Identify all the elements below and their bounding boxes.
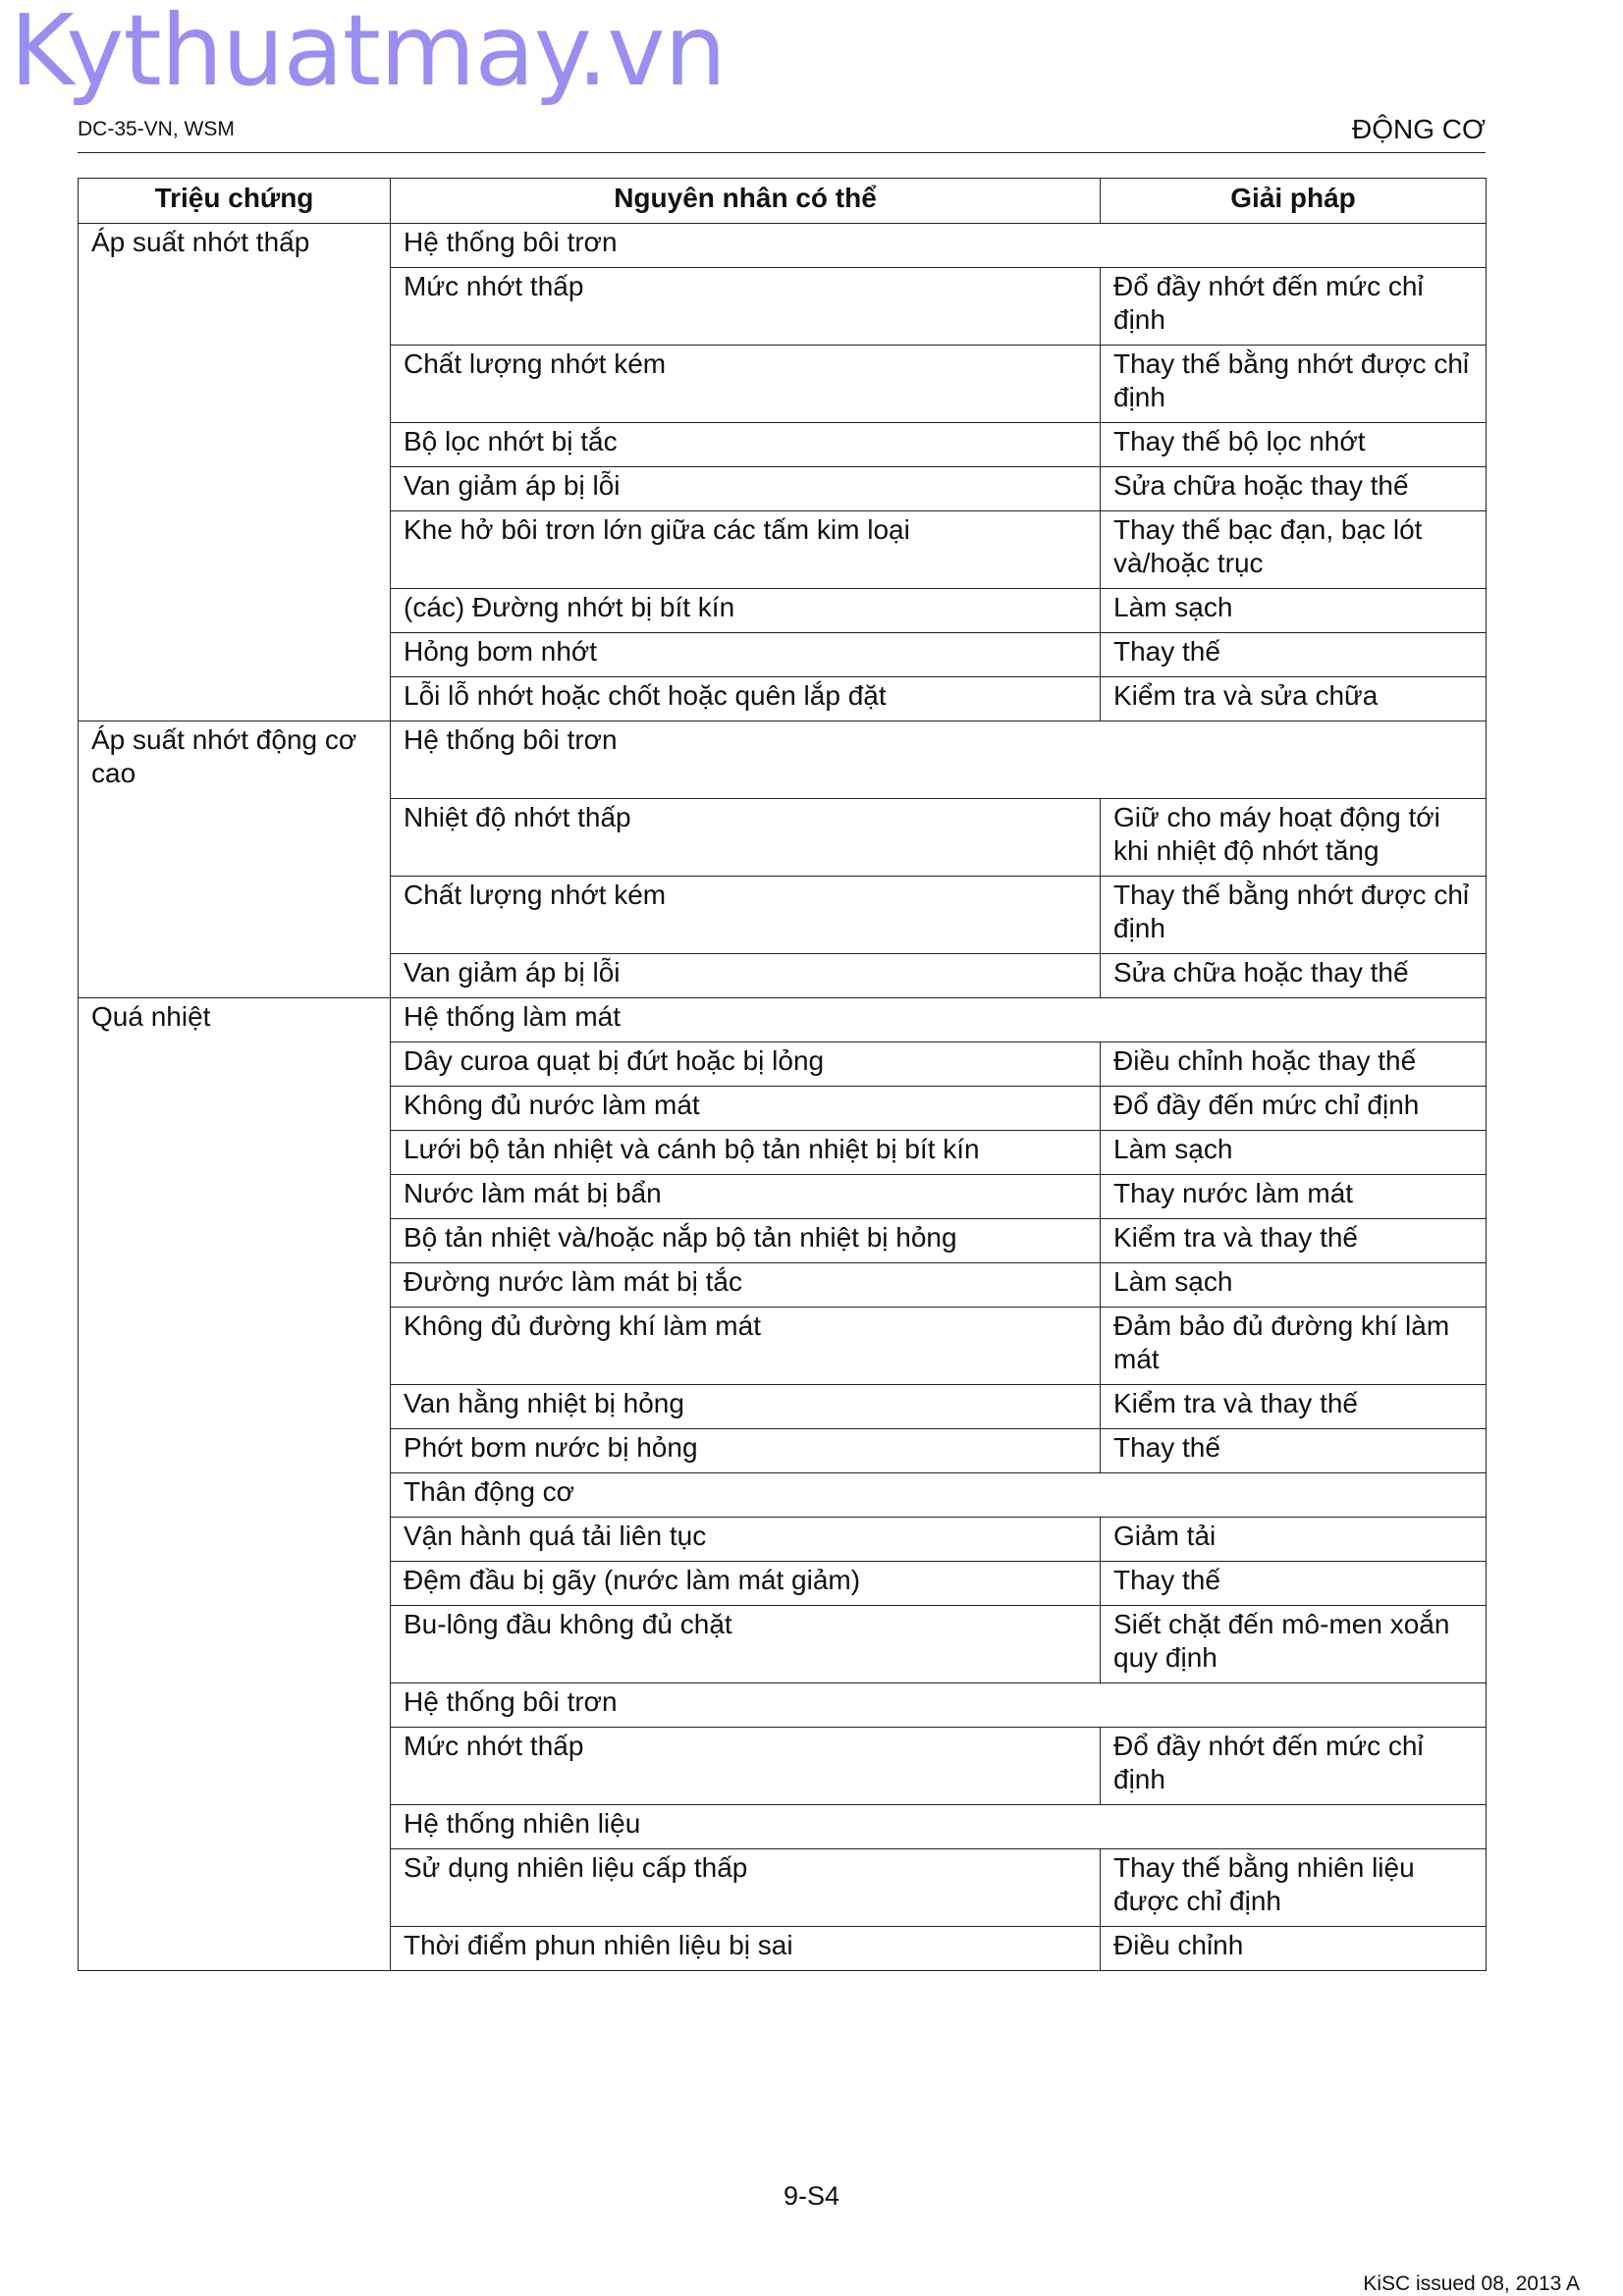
cause-cell: Đệm đầu bị gãy (nước làm mát giảm) [391, 1561, 1101, 1605]
cause-cell: Chất lượng nhớt kém [391, 346, 1101, 423]
symptom-cell [79, 798, 391, 876]
table-row [79, 346, 1487, 423]
solution-cell: Kiểm tra và thay thế [1101, 1384, 1487, 1428]
table-row [79, 1517, 1487, 1561]
table-row [79, 511, 1487, 589]
cause-category-cell: Hệ thống nhiên liệu [391, 1804, 1487, 1848]
symptom-cell [79, 1086, 391, 1130]
symptom-cell [79, 1130, 391, 1174]
cause-category-cell: Hệ thống bôi trơn [391, 721, 1487, 799]
solution-cell: Thay thế [1101, 1428, 1487, 1472]
cause-cell: Bu-lông đầu không đủ chặt [391, 1605, 1101, 1682]
cause-cell: Bộ tản nhiệt và/hoặc nắp bộ tản nhiệt bị hỏng [391, 1218, 1101, 1262]
solution-cell: Giữ cho máy hoạt động tới khi nhiệt độ nhớt tăng [1101, 798, 1487, 876]
symptom-cell [79, 1561, 391, 1605]
table-header-row [79, 179, 1487, 224]
header-divider [78, 152, 1486, 153]
solution-cell: Thay thế [1101, 633, 1487, 677]
symptom-cell [79, 1262, 391, 1307]
column-header-solution: Giải pháp [1101, 179, 1487, 224]
cause-cell: Bộ lọc nhớt bị tắc [391, 423, 1101, 467]
cause-cell: Mức nhớt thấp [391, 1727, 1101, 1804]
cause-cell: Nước làm mát bị bẩn [391, 1174, 1101, 1218]
cause-cell: Van giảm áp bị lỗi [391, 467, 1101, 511]
solution-cell: Thay nước làm mát [1101, 1174, 1487, 1218]
table-row [79, 1218, 1487, 1262]
table-row [79, 677, 1487, 721]
symptom-cell [79, 346, 391, 423]
page-number: 9-S4 [783, 2181, 840, 2211]
cause-cell: Phớt bơm nước bị hỏng [391, 1428, 1101, 1472]
symptom-cell [79, 268, 391, 346]
symptom-cell [79, 876, 391, 953]
symptom-cell [79, 1926, 391, 1970]
solution-cell: Đổ đầy nhớt đến mức chỉ định [1101, 268, 1487, 346]
cause-category-cell: Hệ thống bôi trơn [391, 224, 1487, 268]
table-row [79, 1174, 1487, 1218]
cause-category-cell: Thân động cơ [391, 1472, 1487, 1517]
symptom-cell: Áp suất nhớt động cơ cao [79, 721, 391, 799]
solution-cell: Thay thế [1101, 1561, 1487, 1605]
table-row [79, 1727, 1487, 1804]
solution-cell: Điều chỉnh hoặc thay thế [1101, 1041, 1487, 1086]
symptom-cell [79, 467, 391, 511]
symptom-cell [79, 1041, 391, 1086]
table-row [79, 721, 1487, 799]
table-row [79, 1307, 1487, 1384]
symptom-cell [79, 1517, 391, 1561]
troubleshooting-table [78, 178, 1487, 1971]
solution-cell: Thay thế bằng nhớt được chỉ định [1101, 876, 1487, 953]
solution-cell: Thay thế bộ lọc nhớt [1101, 423, 1487, 467]
table-row [79, 1848, 1487, 1926]
cause-cell: Không đủ đường khí làm mát [391, 1307, 1101, 1384]
symptom-cell [79, 1682, 391, 1727]
symptom-cell [79, 1804, 391, 1848]
table-row [79, 224, 1487, 268]
solution-cell: Kiểm tra và thay thế [1101, 1218, 1487, 1262]
solution-cell: Sửa chữa hoặc thay thế [1101, 953, 1487, 997]
solution-cell: Thay thế bạc đạn, bạc lót và/hoặc trục [1101, 511, 1487, 589]
table-row [79, 1804, 1487, 1848]
symptom-cell: Quá nhiệt [79, 997, 391, 1041]
document-code: DC-35-VN, WSM [78, 118, 235, 140]
cause-category-cell: Hệ thống bôi trơn [391, 1682, 1487, 1727]
symptom-cell [79, 589, 391, 633]
cause-cell: (các) Đường nhớt bị bít kín [391, 589, 1101, 633]
symptom-cell [79, 677, 391, 721]
cause-cell: Khe hở bôi trơn lớn giữa các tấm kim loại [391, 511, 1101, 589]
table-row [79, 633, 1487, 677]
cause-cell: Hỏng bơm nhớt [391, 633, 1101, 677]
solution-cell: Đổ đầy nhớt đến mức chỉ định [1101, 1727, 1487, 1804]
section-title: ĐỘNG CƠ [1351, 114, 1486, 144]
cause-cell: Không đủ nước làm mát [391, 1086, 1101, 1130]
symptom-cell [79, 423, 391, 467]
table-row [79, 1041, 1487, 1086]
symptom-cell [79, 1384, 391, 1428]
symptom-cell [79, 1727, 391, 1804]
solution-cell: Điều chỉnh [1101, 1926, 1487, 1970]
symptom-cell [79, 1605, 391, 1682]
cause-cell: Chất lượng nhớt kém [391, 876, 1101, 953]
cause-category-cell: Hệ thống làm mát [391, 997, 1487, 1041]
column-header-symptom: Triệu chứng [79, 179, 391, 224]
solution-cell: Đổ đầy đến mức chỉ định [1101, 1086, 1487, 1130]
table-row [79, 1472, 1487, 1517]
solution-cell: Làm sạch [1101, 589, 1487, 633]
cause-cell: Dây curoa quạt bị đứt hoặc bị lỏng [391, 1041, 1101, 1086]
table-row [79, 1428, 1487, 1472]
solution-cell: Kiểm tra và sửa chữa [1101, 677, 1487, 721]
table-row [79, 1384, 1487, 1428]
table-row [79, 997, 1487, 1041]
symptom-cell [79, 1472, 391, 1517]
cause-cell: Nhiệt độ nhớt thấp [391, 798, 1101, 876]
symptom-cell [79, 633, 391, 677]
table-row [79, 1086, 1487, 1130]
symptom-cell [79, 1218, 391, 1262]
cause-cell: Đường nước làm mát bị tắc [391, 1262, 1101, 1307]
cause-cell: Sử dụng nhiên liệu cấp thấp [391, 1848, 1101, 1926]
table-row [79, 589, 1487, 633]
solution-cell: Siết chặt đến mô-men xoắn quy định [1101, 1605, 1487, 1682]
solution-cell: Thay thế bằng nhiên liệu được chỉ định [1101, 1848, 1487, 1926]
cause-cell: Lưới bộ tản nhiệt và cánh bộ tản nhiệt bị bít kín [391, 1130, 1101, 1174]
table-row [79, 467, 1487, 511]
column-header-cause: Nguyên nhân có thể [391, 179, 1101, 224]
table-row [79, 423, 1487, 467]
cause-cell: Van hằng nhiệt bị hỏng [391, 1384, 1101, 1428]
cause-cell: Thời điểm phun nhiên liệu bị sai [391, 1926, 1101, 1970]
solution-cell: Giảm tải [1101, 1517, 1487, 1561]
watermark-logo: Kythuatmay.vn [10, 0, 726, 108]
table-row [79, 1130, 1487, 1174]
table-row [79, 798, 1487, 876]
table-row [79, 1561, 1487, 1605]
cause-cell: Lỗi lỗ nhớt hoặc chốt hoặc quên lắp đặt [391, 677, 1101, 721]
symptom-cell [79, 511, 391, 589]
symptom-cell [79, 1848, 391, 1926]
cause-cell: Mức nhớt thấp [391, 268, 1101, 346]
symptom-cell [79, 1307, 391, 1384]
table-row [79, 1605, 1487, 1682]
solution-cell: Thay thế bằng nhớt được chỉ định [1101, 346, 1487, 423]
table-row [79, 953, 1487, 997]
table-row [79, 1682, 1487, 1727]
solution-cell: Làm sạch [1101, 1262, 1487, 1307]
table-row [79, 1926, 1487, 1970]
symptom-cell: Áp suất nhớt thấp [79, 224, 391, 268]
solution-cell: Làm sạch [1101, 1130, 1487, 1174]
symptom-cell [79, 1428, 391, 1472]
table-body [79, 224, 1487, 1971]
solution-cell: Sửa chữa hoặc thay thế [1101, 467, 1487, 511]
solution-cell: Đảm bảo đủ đường khí làm mát [1101, 1307, 1487, 1384]
cause-cell: Van giảm áp bị lỗi [391, 953, 1101, 997]
symptom-cell [79, 953, 391, 997]
table-row [79, 1262, 1487, 1307]
table-row [79, 876, 1487, 953]
symptom-cell [79, 1174, 391, 1218]
table-row [79, 268, 1487, 346]
cause-cell: Vận hành quá tải liên tục [391, 1517, 1101, 1561]
issue-note: KiSC issued 08, 2013 A [1363, 2272, 1580, 2295]
